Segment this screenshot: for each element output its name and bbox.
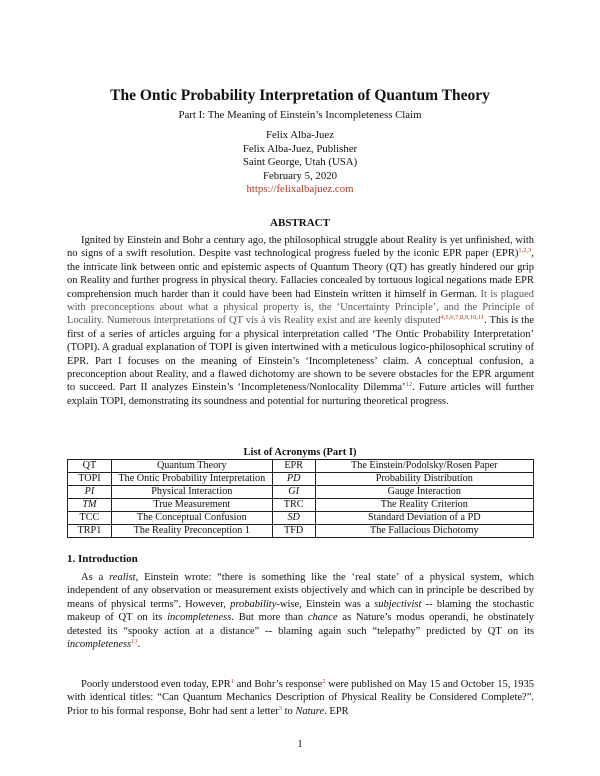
definition-cell: The Reality Criterion bbox=[315, 499, 533, 512]
text-run: -wise, Einstein was a bbox=[276, 598, 375, 610]
paper-subtitle: Part I: The Meaning of Einstein’s Incompleteness Claim bbox=[178, 109, 422, 121]
citation-ref[interactable]: 1 bbox=[230, 678, 234, 685]
author-publisher: Felix Alba-Juez, Publisher bbox=[242, 142, 358, 155]
author-website-link[interactable]: https://felixalbajuez.com bbox=[246, 183, 354, 196]
citation-ref[interactable]: 12 bbox=[405, 381, 413, 389]
intro-paragraph-2 bbox=[67, 678, 534, 718]
citation-ref[interactable]: 2 bbox=[322, 678, 326, 685]
text-run: were published on May 15 and October 15, 1935 with identical titles: “Can Quantum Mechanics Description of Physical Reality be Considered Complete?”. Prior to his formal response, Bohr had sent a letter bbox=[67, 679, 534, 717]
acronym-cell: TFD bbox=[272, 525, 315, 538]
citation-ref[interactable]: 3 bbox=[278, 704, 282, 712]
citation-ref[interactable]: 13 bbox=[131, 638, 138, 646]
table-row bbox=[68, 460, 534, 473]
abstract-sentence: , the intricate link between ontic and epistemic aspects of Quantum Theory (QT) has greatly hindered our grip on Reality and further progress in physical theory. Fallacies concealed by tortuous logical negations made EPR comprehension much harder than it could have been had Einstein written it himself in German. bbox=[67, 248, 534, 300]
intro-paragraph-1 bbox=[67, 571, 534, 651]
acronym-cell: SD bbox=[272, 512, 315, 525]
table-row bbox=[68, 525, 534, 538]
text-run: incompleteness bbox=[167, 612, 232, 624]
acronym-cell: TOPI bbox=[68, 473, 112, 486]
text-run: As a bbox=[81, 572, 110, 583]
publication-date: February 5, 2020 bbox=[262, 169, 338, 182]
paper-title: The Ontic Probability Interpretation of Quantum Theory bbox=[110, 87, 490, 104]
text-run: chance bbox=[307, 612, 338, 624]
acronym-cell: EPR bbox=[272, 460, 315, 473]
definition-cell: Standard Deviation of a PD bbox=[315, 512, 533, 525]
acronym-cell: TRP1 bbox=[68, 525, 112, 538]
acronym-cell: TCC bbox=[68, 512, 112, 525]
author-block bbox=[0, 129, 600, 197]
text-run: incompleteness bbox=[67, 639, 132, 651]
definition-cell: The Conceptual Confusion bbox=[111, 512, 272, 525]
acronym-cell: GI bbox=[272, 486, 315, 499]
acronym-cell: PI bbox=[68, 486, 112, 499]
table-row bbox=[68, 486, 534, 499]
text-run: Nature bbox=[295, 705, 325, 717]
acronym-table-caption: List of Acronyms (Part I) bbox=[243, 447, 357, 458]
acronym-cell: PD bbox=[272, 473, 315, 486]
text-run: . EPR bbox=[324, 705, 349, 717]
text-run: realist bbox=[109, 572, 136, 583]
definition-cell: The Reality Preconception 1 bbox=[111, 525, 272, 538]
definition-cell: Probability Distribution bbox=[315, 473, 533, 486]
text-run: and Bohr’s response bbox=[233, 679, 323, 690]
text-run: subjectivist bbox=[374, 598, 422, 610]
definition-cell: The Einstein/Podolsky/Rosen Paper bbox=[315, 460, 533, 473]
author-name: Felix Alba-Juez bbox=[265, 129, 335, 141]
abstract-text bbox=[67, 234, 534, 408]
definition-cell: Physical Interaction bbox=[111, 486, 272, 499]
author-location: Saint George, Utah (USA) bbox=[242, 156, 358, 169]
definition-cell: Gauge Interaction bbox=[315, 486, 533, 499]
acronym-cell: TM bbox=[68, 499, 112, 512]
acronym-cell: QT bbox=[68, 460, 112, 473]
table-row bbox=[68, 473, 534, 486]
text-run: as Nature’s modus operandi, he obstinately detested its “spooky action at a distance” -- blaming again such “telepathy” predicted by QT on its bbox=[67, 612, 534, 637]
citation-ref[interactable]: 1,2,3 bbox=[518, 247, 532, 255]
definition-cell: True Measurement bbox=[111, 499, 272, 512]
abstract-sentence: It is plagued with preconceptions about what a physical property is, the ‘Uncertainty Principle’, and the Principle of Locality. Numerous interpretations of QT vis à vis Reality exist and are keenly disputed bbox=[67, 288, 534, 327]
definition-cell: Quantum Theory bbox=[111, 460, 272, 473]
table-row bbox=[68, 512, 534, 525]
page-number: 1 bbox=[297, 739, 303, 750]
abstract-sentence: . Future articles will further explain TOPI, demonstrating its soundness and potential for nurturing theoretical progress. bbox=[67, 382, 535, 407]
abstract-heading: ABSTRACT bbox=[270, 217, 330, 229]
text-run: , Einstein wrote: “there is something like the ‘real state’ of a physical system, which independent of any observation or measurement exists objectively and which can in principle be described by means of physical terms”. However, bbox=[67, 572, 534, 610]
definition-cell: The Ontic Probability Interpretation bbox=[111, 473, 272, 486]
text-run: Poorly understood even today, EPR bbox=[81, 679, 231, 690]
text-run: probability bbox=[230, 598, 277, 610]
abstract-sentence: . This is the first of a series of articles arguing for a physical interpretation called ‘The Ontic Probability Interpretation’ (TOPI). A gradual explanation of TOPI is given intertwined with a meticulous logico-philosophical scrutiny of EPR. Part I focuses on the meaning of Einstein’s ‘Incompleteness’ claim. A conceptual confusion, a preconception about Reality, and a flawed dichotomy are shown to be severe obstacles for the EPR argument to succeed. Part II analyzes Einstein’s ‘Incompleteness/Nonlocality Dilemma’ bbox=[67, 315, 534, 394]
abstract-sentence: Ignited by Einstein and Bohr a century ago, the philosophical struggle about Reality is yet unfinished, with no signs of a swift resolution. Despite vast technological progress fueled by the iconic EPR paper (EPR) bbox=[67, 235, 534, 260]
definition-cell: The Fallacious Dichotomy bbox=[315, 525, 533, 538]
text-run: . But more than bbox=[231, 612, 308, 624]
text-run: . bbox=[137, 639, 141, 651]
section-heading-introduction: 1. Introduction bbox=[67, 553, 138, 565]
text-run: to bbox=[281, 705, 296, 717]
acronym-table bbox=[67, 459, 534, 538]
text-run: -- blaming the stochastic makeup of QT on its bbox=[67, 598, 534, 624]
citation-ref[interactable]: 4,5,6,7,8,9,10,11 bbox=[440, 314, 485, 322]
acronym-cell: TRC bbox=[272, 499, 315, 512]
table-row bbox=[68, 499, 534, 512]
